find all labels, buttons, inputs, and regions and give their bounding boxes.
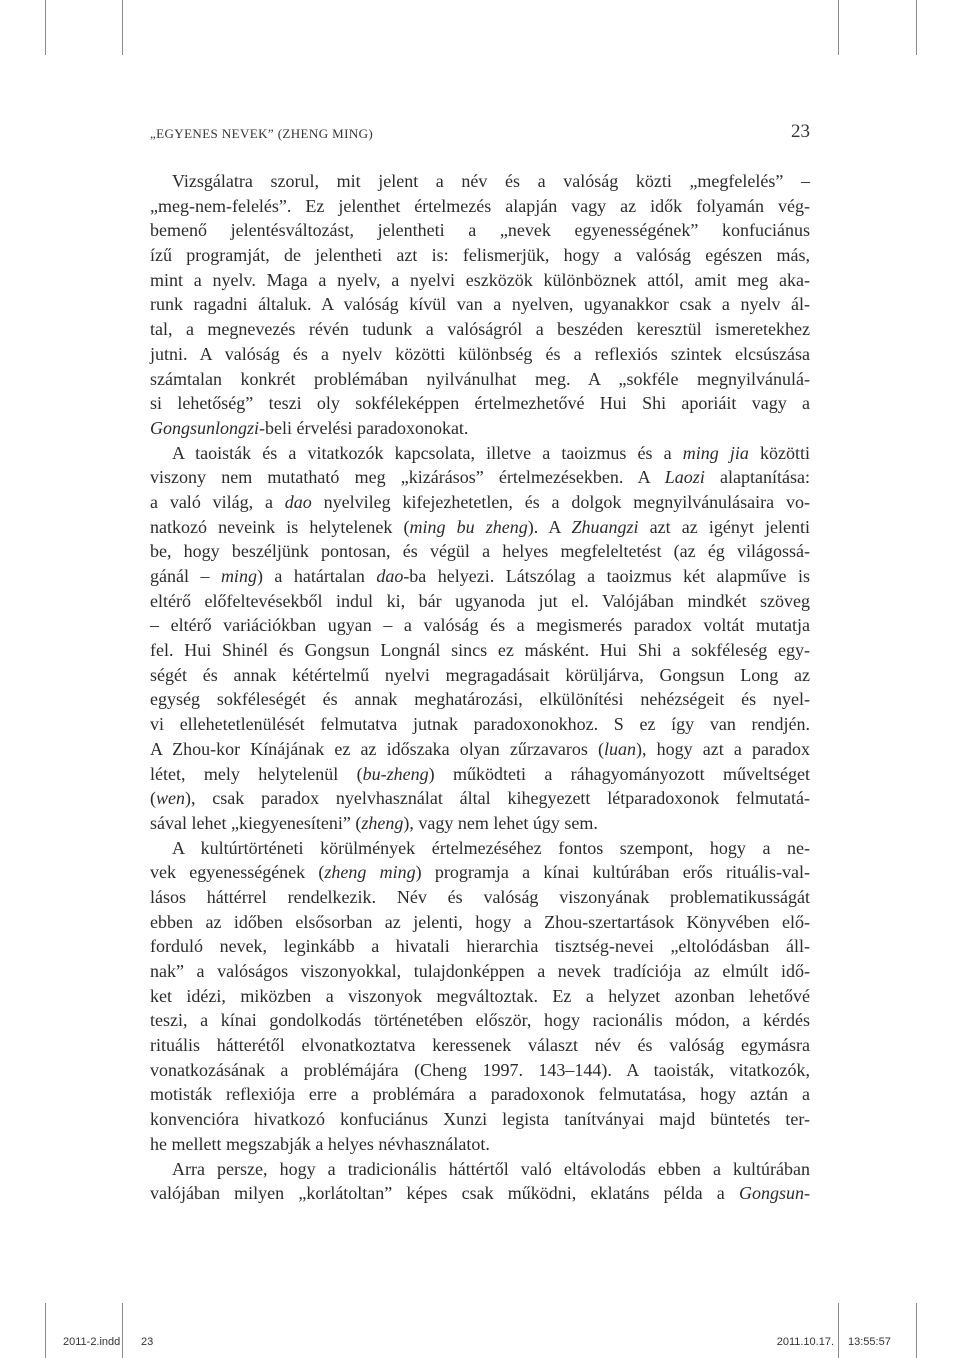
text-run: ízű programját, de jelentheti azt is: felismerjük, hogy a valóság egészen más, <box>150 245 810 266</box>
italic-term: wen <box>156 788 185 809</box>
text-line <box>150 712 810 737</box>
slug-page: 23 <box>141 1336 154 1348</box>
text-run: konvencióra hivatkozó konfuciánus Xunzi legista tanítványai majd büntetés ter- <box>150 1109 810 1130</box>
text-line <box>150 194 810 219</box>
text-line <box>150 910 810 935</box>
text-run: alaptanítása: <box>704 467 810 488</box>
crop-mark <box>45 0 46 55</box>
text-run: ). A <box>527 516 572 537</box>
text-line <box>150 1033 810 1058</box>
text-run: gánál – <box>150 566 221 586</box>
italic-term: zheng <box>361 812 404 833</box>
text-run: viszony nem mutatható meg „kizárásos” értelmezésekben. A <box>150 467 665 488</box>
slug-date: 2011.10.17. <box>776 1336 834 1348</box>
text-run: forduló nevek, leginkább a hivatali hierarchia tisztség-nevei „eltolódásban áll- <box>150 936 810 957</box>
text-line <box>150 243 810 268</box>
text-run: nak” a valóságos viszonyokkal, tulajdonképpen a nevek tradíciója az elmúlt idő- <box>150 961 810 981</box>
text-line <box>150 860 810 885</box>
text-run: rituális hátterétől elvonatkoztatva keressenek választ név és valóság egymásra <box>150 1035 810 1056</box>
text-run: közötti <box>748 442 810 463</box>
text-line <box>150 589 810 614</box>
italic-term: Gongsun- <box>739 1183 810 1204</box>
text-run: A taoisták és a vitatkozók kapcsolata, illetve a taoizmus és a <box>172 442 683 463</box>
text-line <box>150 762 810 787</box>
body-text <box>150 169 810 1206</box>
text-run: he mellett megszabják a helyes névhasználatot. <box>150 1133 490 1154</box>
text-run: sával lehet „kiegyenesíteni” ( <box>150 812 362 833</box>
crop-mark <box>838 0 839 55</box>
italic-term: dao <box>284 491 312 512</box>
slug-filename: 2011-2.indd <box>63 1336 121 1348</box>
text-line <box>150 1082 810 1107</box>
text-run: ) működteti a ráhagyományozott műveltséget <box>428 763 810 784</box>
running-header-title: „EGYENES NEVEK” (ZHENG MING) <box>150 126 374 141</box>
text-run: ), vagy nem lehet úgy sem. <box>403 812 598 833</box>
text-run: létet, mely helytelenül ( <box>150 763 363 784</box>
text-line <box>150 613 810 638</box>
text-line <box>150 367 810 392</box>
text-line <box>150 934 810 959</box>
text-line <box>150 416 810 441</box>
text-line <box>150 1008 810 1033</box>
text-run: ket idézi, miközben a viszonyok megváltoztak. Ez a helyzet azonban lehetővé <box>150 985 810 1006</box>
text-line <box>150 1157 810 1182</box>
text-line <box>150 786 810 811</box>
text-run: – eltérő variációkban ugyan – a valóság és a megismerés paradox voltát mutatja <box>150 615 810 636</box>
paragraph <box>150 1157 810 1206</box>
text-run: a való világ, a <box>150 491 285 512</box>
text-run: jutni. A valóság és a nyelv közötti különbség és a reflexiós szintek elcsúszása <box>150 343 810 364</box>
text-run: ségét és annak kétértelmű nyelvi megragadásait körüljárva, Gongsun Long az <box>150 664 810 685</box>
text-run: ) a határtalan <box>256 566 377 586</box>
slug-time: 13:55:57 <box>848 1336 891 1348</box>
text-run: ), hogy azt a paradox <box>636 738 811 759</box>
text-line <box>150 317 810 342</box>
paragraph <box>150 836 810 1157</box>
text-run: natkozó neveink is helytelenek ( <box>150 516 410 537</box>
italic-term: bu-zheng <box>362 763 429 784</box>
text-line <box>150 1058 810 1083</box>
text-run: ebben az időben elsősorban az jelenti, hogy a Zhou-szertartások Könyvében elő- <box>150 911 810 932</box>
text-run: valójában milyen „korlátoltan” képes csak működni, eklatáns példa a <box>150 1183 739 1204</box>
text-line <box>150 638 810 663</box>
text-line <box>150 1132 810 1157</box>
text-run: ), csak paradox nyelvhasználat által kihegyezett létparadoxonok felmutatá- <box>185 788 810 809</box>
text-line <box>150 515 810 540</box>
text-run: Vizsgálatra szorul, mit jelent a név és a valóság közti „megfelelés” – <box>172 171 810 191</box>
italic-term: ming <box>220 566 257 586</box>
italic-term: ming bu zheng <box>409 516 528 537</box>
text-run: fel. Hui Shinél és Gongsun Longnál sincs ez másként. Hui Shi a sokféleség egy- <box>150 640 810 661</box>
text-line <box>150 490 810 515</box>
text-run: A Zhou-kor Kínájának ez az időszaka olyan zűrzavaros ( <box>150 738 604 759</box>
crop-mark <box>916 1303 917 1358</box>
italic-term: dao <box>376 566 404 586</box>
text-line <box>150 169 810 194</box>
text-line <box>150 1107 810 1132</box>
italic-term: Laozi <box>664 467 705 488</box>
text-line <box>150 539 810 564</box>
text-run: lásos háttérrel rendelkezik. Név és valóság viszonyának problematikusságát <box>150 886 810 907</box>
text-run: számtalan konkrét problémában nyilvánulhat meg. A „sokféle megnyilvánulá- <box>150 368 810 389</box>
text-run: teszi, a kínai gondolkodás történetében először, hogy racionális módon, a kérdés <box>150 1010 810 1031</box>
text-run: „meg-nem-felelés”. Ez jelenthet értelmezés alapján vagy az idők folyamán vég- <box>150 195 810 216</box>
paragraph <box>150 441 810 836</box>
text-line <box>150 885 810 910</box>
italic-term: ming jia <box>682 442 749 463</box>
italic-term: zheng ming <box>324 862 416 883</box>
text-run: si lehetőség” teszi oly sokféleképpen értelmezhetővé Hui Shi aporiáit vagy a <box>150 393 810 414</box>
text-run: motisták reflexiója erre a problémára a paradoxonok felmutatása, hogy aztán a <box>150 1084 810 1105</box>
page-number: 23 <box>791 121 810 142</box>
italic-term: Zhuangzi <box>571 516 639 537</box>
text-line <box>150 959 810 984</box>
text-line <box>150 218 810 243</box>
text-line <box>150 984 810 1009</box>
text-run: tal, a megnevezés révén tudunk a valóságról a beszéden keresztül ismeretekhez <box>150 319 810 340</box>
text-run: vonatkozásának a problémájára (Cheng 1997. 143–144). A taoisták, vitatkozók, <box>150 1059 810 1080</box>
text-line <box>150 342 810 367</box>
crop-mark <box>122 1303 123 1358</box>
text-run: egység sokféleségét és annak meghatározási, elkülönítési nehézségeit és nyel- <box>150 689 810 710</box>
text-run: mint a nyelv. Maga a nyelv, a nyelvi eszközök különböznek attól, amit meg aka- <box>150 269 810 290</box>
text-run: ( <box>150 788 156 809</box>
text-run: vi ellehetetlenülését felmutatva jutnak paradoxonokhoz. S ez így van rendjén. <box>150 714 810 735</box>
crop-mark <box>122 0 123 55</box>
text-line <box>150 811 810 836</box>
text-line <box>150 836 810 861</box>
crop-mark <box>45 1303 46 1358</box>
italic-term: Gongsunlongzi <box>150 417 260 438</box>
text-run: runk ragadni általuk. A valóság kívül van a nyelven, ugyanakkor csak a nyelv ál- <box>150 294 810 315</box>
text-run: Arra persze, hogy a tradicionális háttértől való eltávolodás ebben a kultúrában <box>172 1158 810 1179</box>
text-run: azt az igényt jelenti <box>638 516 810 537</box>
text-run: -beli érvelési paradoxonokat. <box>259 417 469 438</box>
text-run: vek egyenességének ( <box>150 862 325 883</box>
text-line <box>150 391 810 416</box>
text-line <box>150 268 810 293</box>
text-line <box>150 564 810 589</box>
text-line <box>150 292 810 317</box>
text-line <box>150 663 810 688</box>
text-run: A kultúrtörténeti körülmények értelmezéséhez fontos szempont, hogy a ne- <box>172 837 810 858</box>
text-line <box>150 737 810 762</box>
text-line <box>150 1181 810 1206</box>
text-line <box>150 441 810 466</box>
text-run: be, hogy beszéljünk pontosan, és végül a helyes megfeleltetést (az ég világossá- <box>150 541 810 562</box>
crop-mark <box>916 0 917 55</box>
text-run: nyelvileg kifejezhetetlen, és a dolgok megnyilvánulásaira vo- <box>311 491 810 512</box>
text-line <box>150 687 810 712</box>
text-run: bemenő jelentésváltozást, jelentheti a „nevek egyenességének” konfuciánus <box>150 220 810 241</box>
text-run: eltérő előfeltevésekből indul ki, bár ugyanoda jut el. Valójában mindkét szöveg <box>150 590 810 611</box>
italic-term: luan <box>603 738 636 759</box>
text-run: ) programja a kínai kultúrában erős rituális-val- <box>415 862 810 883</box>
text-run: -ba helyezi. Látszólag a taoizmus két alapműve is <box>403 566 811 586</box>
crop-mark <box>838 1303 839 1358</box>
text-line <box>150 465 810 490</box>
paragraph <box>150 169 810 441</box>
